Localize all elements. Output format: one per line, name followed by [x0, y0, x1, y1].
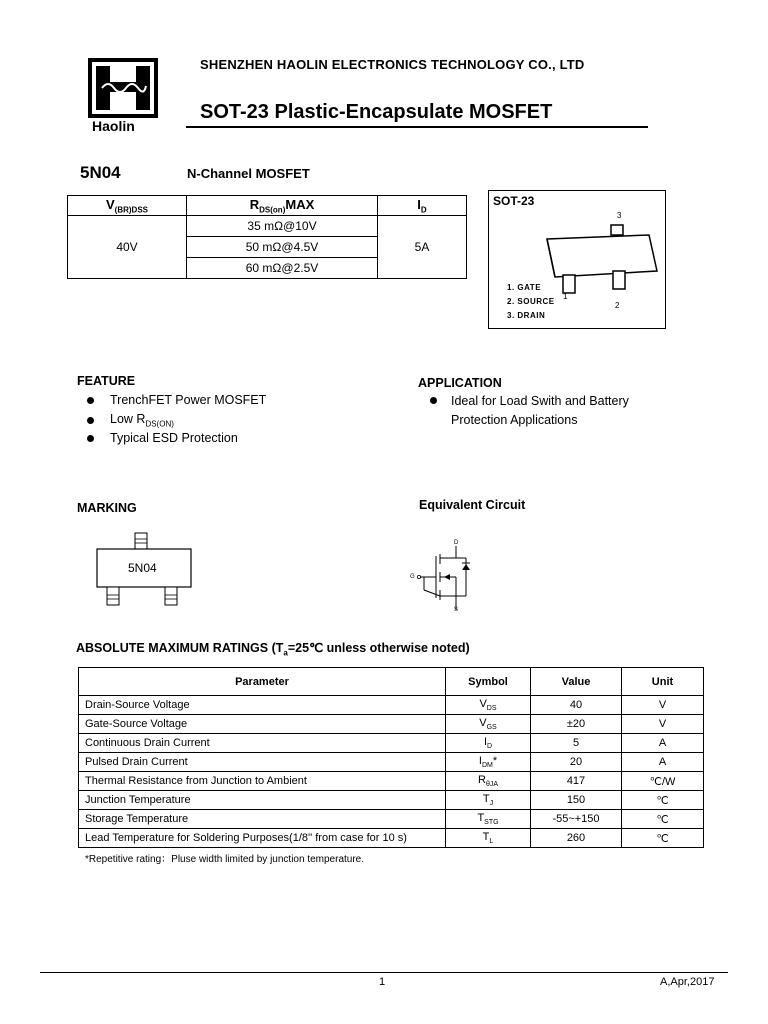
- key-spec-table: [67, 195, 467, 279]
- unit-cell: V: [622, 696, 704, 715]
- table-row: [79, 829, 704, 848]
- symbol-cell: $I_D$: [446, 734, 531, 753]
- table-row: [79, 772, 704, 791]
- ratings-heading: ABSOLUTE MAXIMUM RATINGS ($T_a=25℃$ unless otherwise noted): [76, 641, 470, 658]
- param-cell: Gate-Source Voltage: [79, 715, 446, 734]
- pin-label-drain: 3. DRAIN: [507, 311, 546, 320]
- part-type: N-Channel MOSFET: [187, 166, 310, 181]
- value-cell: 40: [531, 696, 622, 715]
- unit-cell: ℃: [622, 791, 704, 810]
- company-logo: [88, 58, 158, 134]
- title-underline: [186, 126, 648, 128]
- table-row: [79, 753, 704, 772]
- circuit-gate-label: G: [410, 574, 415, 580]
- table-row: [79, 734, 704, 753]
- feature-item: TrenchFET Power MOSFET: [110, 393, 267, 407]
- table-row: [79, 810, 704, 829]
- sot23-package-icon: [489, 191, 665, 328]
- circuit-heading: Equivalent Circuit: [419, 498, 526, 512]
- circuit-drain-label: D: [454, 540, 459, 546]
- feature-item: Low $R_{DS(ON)}$: [110, 412, 174, 429]
- value-cell: 5: [531, 734, 622, 753]
- marking-heading: MARKING: [77, 501, 137, 515]
- page-number: 1: [379, 976, 386, 988]
- application-heading: APPLICATION: [418, 376, 502, 390]
- param-cell: Storage Temperature: [79, 810, 446, 829]
- value-cell: 260: [531, 829, 622, 848]
- rds-value: 60 mΩ@2.5V: [187, 258, 378, 279]
- logo-text: Haolin: [92, 118, 135, 134]
- value-cell: 150: [531, 791, 622, 810]
- unit-cell: ℃: [622, 810, 704, 829]
- marking-text: 5N04: [128, 561, 157, 575]
- symbol-cell: $R_{\theta JA}$: [446, 772, 531, 791]
- feature-heading: FEATURE: [77, 374, 136, 388]
- column-header: Unit: [622, 668, 704, 696]
- id-value: 5A: [378, 216, 467, 279]
- footer-rule: [40, 972, 728, 973]
- rds-value: 50 mΩ@4.5V: [187, 237, 378, 258]
- value-cell: ±20: [531, 715, 622, 734]
- vbr-value: 40V: [68, 216, 187, 279]
- param-cell: Junction Temperature: [79, 791, 446, 810]
- param-cell: Lead Temperature for Soldering Purposes(1/8'' from case for 10 s): [79, 829, 446, 848]
- pin-label-gate: 1. GATE: [507, 283, 542, 292]
- unit-cell: ℃: [622, 829, 704, 848]
- pin-number: 3: [617, 211, 622, 220]
- column-header: Value: [531, 668, 622, 696]
- param-cell: Drain-Source Voltage: [79, 696, 446, 715]
- company-name: SHENZHEN HAOLIN ELECTRONICS TECHNOLOGY CO., LTD: [200, 57, 585, 72]
- bullet: [87, 397, 94, 404]
- absolute-max-ratings-table: [78, 667, 704, 848]
- table-row: [79, 791, 704, 810]
- header-vbr: $V_{(BR)DSS}$: [68, 196, 187, 216]
- application-line: Ideal for Load Swith and Battery: [451, 394, 629, 408]
- symbol-cell: $I_{DM}*$: [446, 753, 531, 772]
- param-cell: Thermal Resistance from Junction to Ambient: [79, 772, 446, 791]
- pin-label-source: 2. SOURCE: [507, 297, 555, 306]
- bullet: [87, 435, 94, 442]
- column-header: Parameter: [79, 668, 446, 696]
- feature-item: Typical ESD Protection: [110, 431, 238, 445]
- pin-number: 2: [615, 301, 620, 310]
- column-header: Symbol: [446, 668, 531, 696]
- value-cell: 417: [531, 772, 622, 791]
- unit-cell: ℃/W: [622, 772, 704, 791]
- rds-value: 35 mΩ@10V: [187, 216, 378, 237]
- mosfet-circuit-icon: [410, 540, 482, 616]
- table-row: [79, 715, 704, 734]
- unit-cell: A: [622, 753, 704, 772]
- bullet: [87, 417, 94, 424]
- bullet: [430, 397, 437, 404]
- value-cell: 20: [531, 753, 622, 772]
- pin-number: 1: [563, 292, 568, 301]
- application-line: Protection Applications: [451, 413, 578, 427]
- symbol-cell: $V_{GS}$: [446, 715, 531, 734]
- document-title: SOT-23 Plastic-Encapsulate MOSFET: [200, 101, 553, 123]
- table-row: [79, 696, 704, 715]
- value-cell: -55~+150: [531, 810, 622, 829]
- package-label: SOT-23: [493, 194, 535, 208]
- unit-cell: V: [622, 715, 704, 734]
- symbol-cell: $T_J$: [446, 791, 531, 810]
- circuit-source-label: S: [454, 607, 459, 613]
- unit-cell: A: [622, 734, 704, 753]
- symbol-cell: $T_{STG}$: [446, 810, 531, 829]
- param-cell: Pulsed Drain Current: [79, 753, 446, 772]
- symbol-cell: $V_{DS}$: [446, 696, 531, 715]
- symbol-cell: $T_L$: [446, 829, 531, 848]
- header-id: $I_D$: [378, 196, 467, 216]
- header-rds: $R_{DS(on)}MAX$: [187, 196, 378, 216]
- param-cell: Continuous Drain Current: [79, 734, 446, 753]
- part-number: 5N04: [80, 163, 121, 182]
- package-diagram: [488, 190, 666, 329]
- revision-date: A,Apr,2017: [660, 976, 715, 988]
- footnote: *Repetitive rating：Pluse width limited by junction temperature.: [85, 854, 365, 865]
